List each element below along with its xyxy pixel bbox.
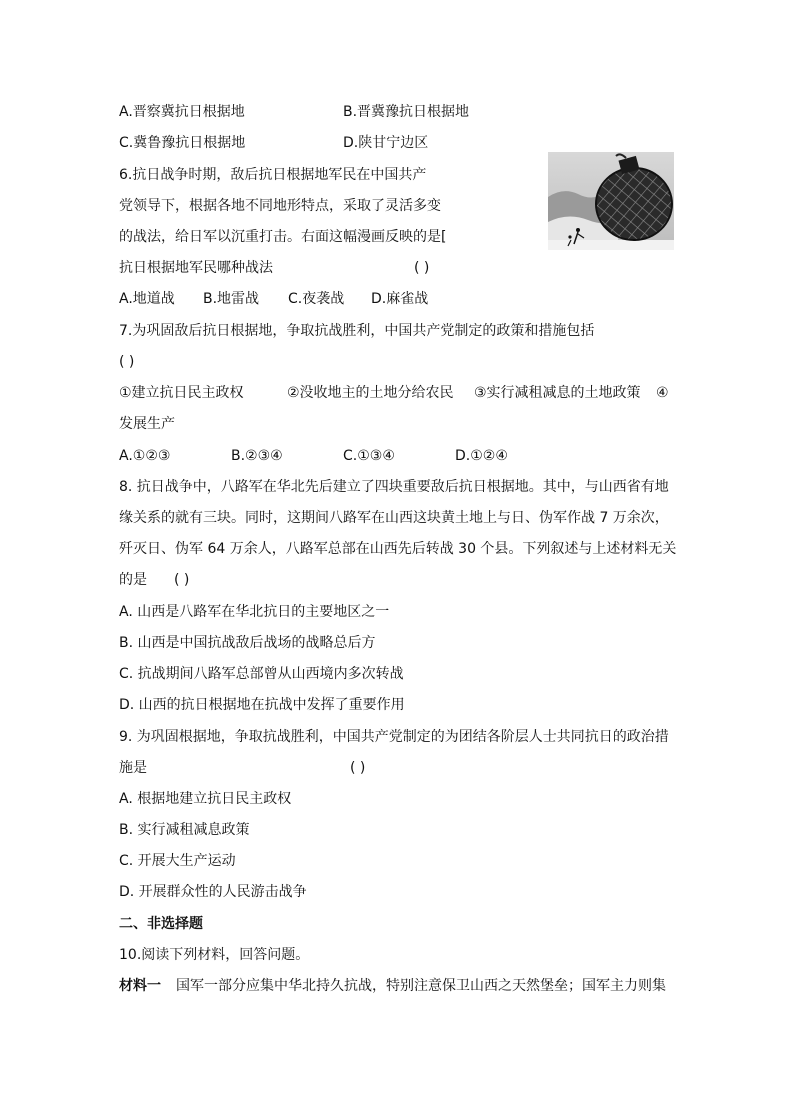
q8-option-c: C. 抗战期间八路军总部曾从山西境内多次转战 [119,666,404,682]
q6-option-b: B.地雷战 [203,291,260,307]
q8-line-2: 缘关系的就有三块。同时，这期间八路军在山西这块黄土地上与日、伪军作战 7 万余次， [119,510,669,526]
q8-line-4: 的是 [119,572,147,588]
q7-line-1: 7.为巩固敌后抗日根据地，争取抗战胜利，中国共产党制定的政策和措施包括 [119,323,595,339]
q7-line-2: ( ) [119,354,135,370]
q7-item-4-text: 发展生产 [119,416,175,432]
q7-item-3: ③实行减租减息的土地政策 [474,385,641,401]
q9-option-a: A. 根据地建立抗日民主政权 [119,791,292,807]
q8-option-a: A. 山西是八路军在华北抗日的主要地区之一 [119,604,390,620]
q5-option-a: A.晋察冀抗日根据地 [119,104,245,120]
landmine-cartoon-illustration [548,152,674,250]
q7-option-b: B.②③④ [231,448,283,464]
q6-line-3: 的战法，给日军以沉重打击。右面这幅漫画反映的是[ [119,229,447,245]
q7-item-4-prefix: ④ [656,385,669,401]
q10-material-label: 材料一 [119,978,161,994]
q6-line-4: 抗日根据地军民哪种战法 [119,260,273,276]
section-heading: 二、非选择题 [119,916,203,932]
q9-line-1: 9. 为巩固根据地，争取抗战胜利，中国共产党制定的为团结各阶层人士共同抗日的政治措 [119,729,669,745]
q5-option-d: D.陕甘宁边区 [343,135,429,151]
q7-item-1: ①建立抗日民主政权 [119,385,244,401]
q9-answer-paren: ( ) [350,760,366,776]
q7-option-c: C.①③④ [343,448,395,464]
q8-line-1: 8. 抗日战争中，八路军在华北先后建立了四块重要敌后抗日根据地。其中，与山西省有地 [119,479,669,495]
q8-line-3: 歼灭日、伪军 64 万余人，八路军总部在山西先后转战 30 个县。下列叙述与上述材料无关 [119,541,677,557]
q5-option-b: B.晋冀豫抗日根据地 [343,104,470,120]
q10-line-1: 10.阅读下列材料，回答问题。 [119,947,310,963]
landmine-cartoon-image [548,152,674,250]
q6-option-a: A.地道战 [119,291,175,307]
q9-option-b: B. 实行减租减息政策 [119,822,250,838]
q7-option-a: A.①②③ [119,448,171,464]
q7-item-2: ②没收地主的土地分给农民 [287,385,454,401]
q7-option-d: D.①②④ [455,448,508,464]
q5-option-c: C.冀鲁豫抗日根据地 [119,135,246,151]
q6-line-2: 党领导下，根据各地不同地形特点，采取了灵活多变 [119,198,441,214]
q8-option-b: B. 山西是中国抗战敌后战场的战略总后方 [119,635,376,651]
q9-line-2: 施是 [119,760,147,776]
q6-option-d: D.麻雀战 [371,291,429,307]
q6-answer-paren: ( ) [414,260,430,276]
q6-option-c: C.夜袭战 [288,291,345,307]
q10-material-text: 国军一部分应集中华北持久抗战，特别注意保卫山西之天然堡垒；国军主力则集 [176,978,666,994]
q9-option-d: D. 开展群众性的人民游击战争 [119,884,307,900]
q6-line-1: 6.抗日战争时期，敌后抗日根据地军民在中国共产 [119,167,427,183]
q8-option-d: D. 山西的抗日根据地在抗战中发挥了重要作用 [119,697,405,713]
q9-option-c: C. 开展大生产运动 [119,853,236,869]
q8-answer-paren: ( ) [174,572,190,588]
